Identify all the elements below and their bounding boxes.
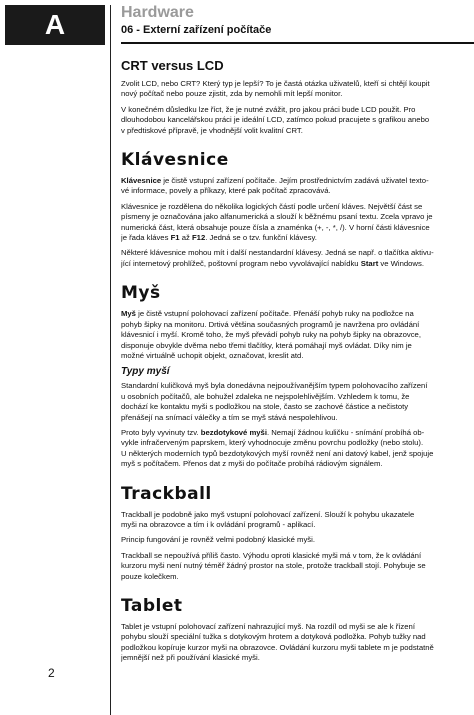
- text-line: disponuje obvykle dvěma nebo třemi tlačítky, která pomáhají myš ovládat. Díky nim je: [121, 340, 412, 350]
- text-run: Proto byly vyvinuty tzv.: [121, 427, 201, 437]
- section-crt-vs-lcd: [121, 58, 474, 136]
- text-line: pohyb šipky na monitoru. Drtivá většina současných programů je navržena pro ovládání: [121, 319, 420, 329]
- paragraph: [121, 428, 474, 470]
- text-run: . Nemají žádnou kuličku - snímání probíhá ob-: [266, 427, 425, 437]
- text-line: Trackball se nepoužívá příliš často. Výhodu oproti klasické myši má v tom, že k ovládání: [121, 550, 422, 560]
- text-line: Některé klávesnice mohou mít i další nestandardní klávesy. Jedná se např. o tlačítka aktivu-: [121, 248, 434, 258]
- chapter-letter: A: [5, 5, 105, 45]
- text-line: Klávesnice je rozdělena do několika logických částí podle určení kláves. Největší část se: [121, 201, 423, 211]
- section-mys: [121, 283, 474, 469]
- text-line: U některých moderních typů bezdotykových myší rovněž není ani datový kabel, jenž spojuje: [121, 448, 434, 458]
- text-line: nový počítač nebo pouze zjistit, zda by nemohli mít lepší monitor.: [121, 89, 343, 99]
- heading-mys: Myš: [121, 283, 161, 304]
- subheading-typy-mysi: Typy myší: [121, 366, 170, 378]
- heading-crt-vs-lcd: CRT versus LCD: [121, 58, 224, 73]
- text-line: Zvolit LCD, nebo CRT? Který typ je lepší? To je častá otázka uživatelů, kteří si chtějí koupit: [121, 79, 430, 88]
- text-line: [121, 176, 474, 186]
- text-line: přenášejí na snímací válečky a tím se myš stává nespolehlivou.: [121, 412, 338, 422]
- text-line: [121, 233, 474, 243]
- text-line: numerická část, která obsahuje pouze čísla a znaménka (+, -, *, /). V horní části klávesnice: [121, 222, 430, 232]
- paragraph: [121, 535, 474, 545]
- text-line: vé informace, povely a příkazy, které pak počítač zpracovává.: [121, 186, 331, 196]
- text-run: . Jedná se o tzv. funkční klávesy.: [205, 233, 317, 243]
- paragraph: [121, 309, 474, 361]
- section-klavesnice: [121, 150, 474, 269]
- text-line: [121, 309, 474, 319]
- text-line: [121, 428, 474, 438]
- page-content: [121, 58, 474, 715]
- text-line: písmeny je označována jako alfanumerická a slouží k běžnému psaní textu. Zcela vpravo je: [121, 212, 433, 222]
- text-run: je čistě vstupní polohovací zařízení počítače. Přenáší pohyb ruky na podložce na: [135, 309, 414, 319]
- text-run: je řada kláves: [121, 233, 171, 243]
- text-line: u osobních počítačů, ale bohužel zdaleka ne nejspolehlivějším. Vzhledem k tomu, že: [121, 391, 410, 401]
- text-line: Standardní kuličková myš byla donedávna nejpoužívanějším typem polohovacího zařízení: [121, 381, 428, 391]
- text-line: vykle infračerveným paprskem, který vyhodnocuje změnu povrchu podložky (nebo stolu).: [121, 438, 424, 448]
- text-run: až: [179, 233, 192, 243]
- bold-term: Klávesnice: [121, 176, 162, 186]
- bold-term: F1: [170, 233, 180, 243]
- heading-tablet: Tablet: [121, 596, 183, 616]
- text-line: dlouhodobou kancelářskou práci je ideální LCD, zatímco pokud pracujete s grafikou anebo: [121, 115, 430, 125]
- paragraph: [121, 79, 474, 100]
- text-run: jící internetový prohlížeč, poštovní program nebo vyvolávající nabídku: [121, 258, 361, 268]
- heading-trackball: Trackball: [121, 483, 212, 504]
- text-line: V konečném důsledku lze říct, že je nutné zvážit, pro jakou práci bude LCD použit. Pro: [121, 104, 416, 114]
- paragraph: [121, 176, 474, 197]
- header-divider: [110, 5, 111, 45]
- heading-klavesnice: Klávesnice: [121, 150, 229, 171]
- paragraph: [121, 381, 474, 423]
- text-line: možné virtuálně uchopit objekt, označovat, kreslit atd.: [121, 350, 304, 360]
- text-line: Trackball je podobně jako myš vstupní polohovací zařízení. Slouží k pohybu ukazatele: [121, 509, 415, 519]
- section-trackball: [121, 484, 474, 582]
- text-line: [121, 259, 474, 269]
- chapter-title: Hardware: [121, 4, 194, 21]
- paragraph: [121, 248, 474, 269]
- bold-term: Myš: [121, 309, 136, 319]
- page-header: [0, 0, 474, 50]
- paragraph: [121, 551, 474, 582]
- chapter-subtitle: 06 - Externí zařízení počítače: [121, 24, 272, 36]
- margin-rule: [110, 45, 111, 715]
- text-line: Princip fungování je rovněž velmi podobný klasické myši.: [121, 535, 315, 545]
- text-run: je čistě vstupní zařízení počítače. Jejím prostřednictvím zadává uživatel texto-: [161, 176, 429, 186]
- text-line: klávesnicí i myší. Kromě toho, že myš převádí pohyb ruky na pohyb šipky na obrazovce,: [121, 330, 421, 340]
- text-line: jemnější než při používání klasické myši.: [121, 653, 260, 663]
- header-rule: [121, 42, 474, 44]
- section-tablet: [121, 596, 474, 664]
- text-line: myš s počítačem. Přenos dat z myši do počítače probíhá rádiovým signálem.: [121, 459, 383, 469]
- bold-term: Start: [360, 258, 379, 268]
- paragraph: [121, 622, 474, 664]
- bold-term: bezdotykové myši: [200, 427, 267, 437]
- page-number: 2: [48, 666, 55, 680]
- text-line: v předtiskové přípravě, je vhodnější volit kvalitní CRT.: [121, 125, 303, 135]
- paragraph: [121, 510, 474, 531]
- text-line: pohybu slouží speciální tužka s dotykovým hrotem a dotyková podložka. Pohyb tužky nad: [121, 632, 426, 642]
- paragraph: [121, 202, 474, 244]
- bold-term: F12: [191, 233, 206, 243]
- text-line: Tablet je vstupní polohovací zařízení nahrazující myš. Na rozdíl od myši se ale k řízení: [121, 622, 415, 631]
- text-line: podložkou kopíruje kurzor myši na obrazovce. Ovládání kurzoru myši tablete m je podstatně: [121, 642, 434, 652]
- text-line: pouze kolečkem.: [121, 571, 179, 581]
- text-line: kurzoru myši není nutný téměř žádný prostor na stole, protože trackball stojí. Pohybuje se: [121, 561, 426, 571]
- paragraph: [121, 105, 474, 136]
- text-line: dochází ke kontaktu myši s podložkou na stole, často se zachové částice a nečistoty: [121, 402, 409, 412]
- text-line: myši na obrazovce a tím i k ovládání programů - aplikací.: [121, 519, 316, 529]
- text-run: ve Windows.: [378, 258, 424, 268]
